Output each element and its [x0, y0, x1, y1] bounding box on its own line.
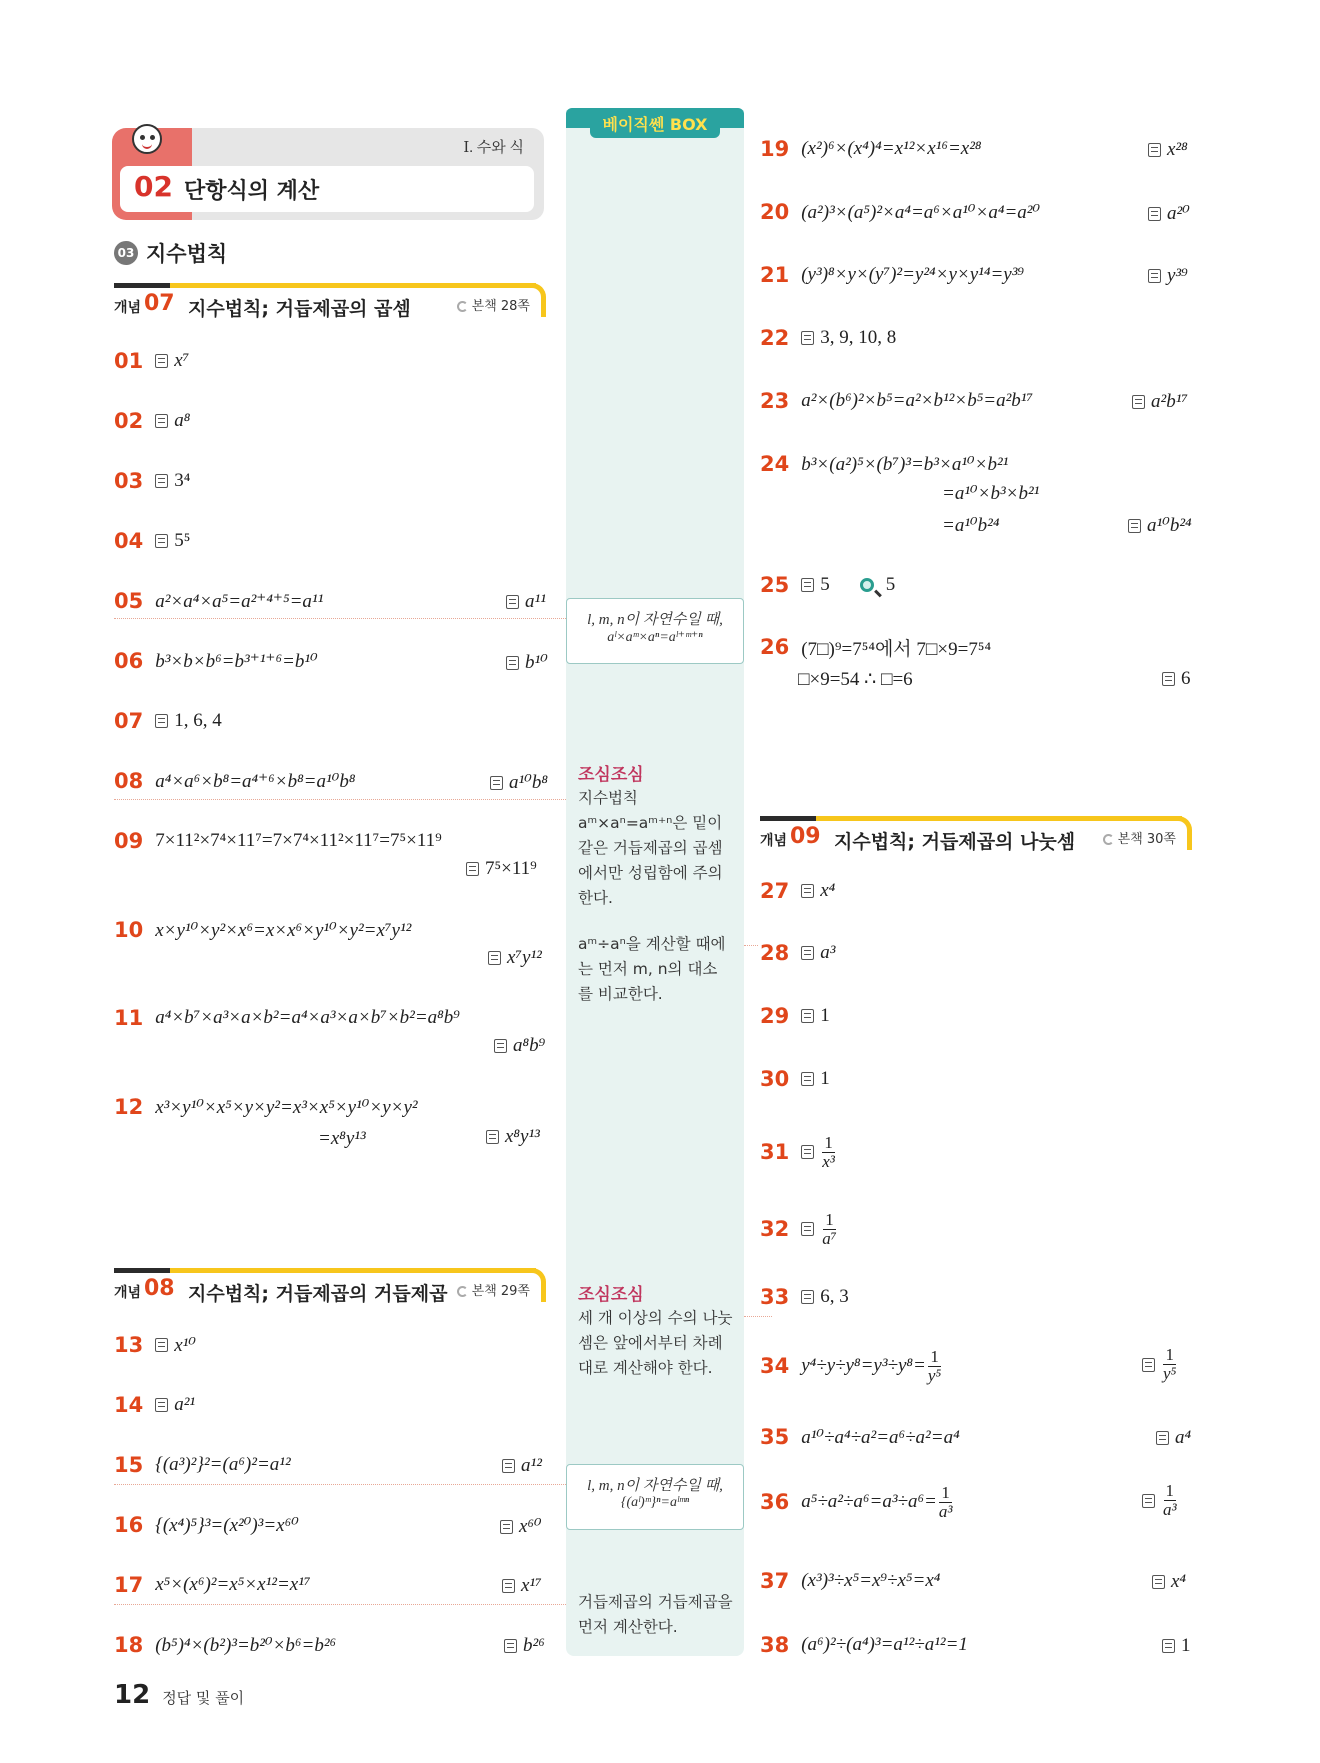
section-badge: 03: [114, 241, 138, 265]
division-note: aᵐ÷aⁿ을 계산할 때에 는 먼저 m, n의 대소 를 비교한다.: [578, 935, 726, 1003]
concept-08-bar: 개념 08 지수법칙; 거듭제곱의 거듭제곱 본책 29쪽: [114, 1268, 546, 1306]
problem-05: 05 a²×a⁴×a⁵=a²⁺⁴⁺⁵=a¹¹: [114, 589, 324, 613]
concept-07-bar: 개념 07 지수법칙; 거듭제곱의 곱셈 본책 28쪽: [114, 283, 546, 321]
connector-line: [114, 1604, 566, 1605]
problem-15: 15 {(a³)²}²=(a⁶)²=a¹²: [114, 1453, 291, 1477]
problem-34: 34 y⁴÷y÷y⁸=y³÷y⁸= $\frac{1}{\text{y⁵}}$: [760, 1346, 942, 1385]
problem-17: 17 x⁵×(x⁶)²=x⁵×x¹²=x¹⁷: [114, 1573, 311, 1597]
problem-11: 11 a⁴×b⁷×a³×a×b²=a⁴×a³×a×b⁷×b²=a⁸b⁹: [114, 1006, 460, 1030]
refresh-icon: [457, 301, 468, 312]
answer-icon: [1148, 269, 1161, 283]
answer-icon: [506, 595, 519, 609]
answer-23: a²b¹⁷: [1132, 391, 1188, 413]
connector-line: [114, 799, 566, 800]
answer-icon: [502, 1459, 515, 1473]
magnifier-icon: [860, 578, 874, 592]
answer-38: 1: [1162, 1635, 1191, 1657]
mascot-icon: [132, 124, 162, 154]
problem-37: 37 (x³)³÷x⁵=x⁹÷x⁵=x⁴: [760, 1569, 941, 1593]
problem-06: 06 b³×b×b⁶=b³⁺¹⁺⁶=b¹⁰: [114, 649, 318, 673]
problem-32: 32 $\frac{1}{\text{a⁷}}$: [760, 1209, 837, 1248]
concept-title: 지수법칙; 거듭제곱의 곱셈: [188, 298, 411, 320]
page-reference[interactable]: 본책 30쪽: [1103, 828, 1176, 847]
problem-21: 21 (y³)⁸×y×(y⁷)²=y²⁴×y×y¹⁴=y³⁹: [760, 263, 1025, 287]
section-heading: [114, 238, 227, 268]
problem-36: 36 a⁵÷a²÷a⁶=a³÷a⁶= $\frac{1}{\text{a³}}$: [760, 1482, 953, 1521]
answer-26: 6: [1162, 668, 1191, 690]
answer-icon: [155, 1338, 168, 1352]
answer-06: b¹⁰: [506, 651, 548, 674]
caution-text-2: 세 개 이상의 수의 나눗 셈은 앞에서부터 차례 대로 계산해야 한다.: [578, 1309, 733, 1377]
answer-icon: [155, 1398, 168, 1412]
answer-21: y³⁹: [1148, 265, 1188, 287]
answer-18: b²⁶: [504, 1635, 545, 1657]
answer-icon: [801, 1290, 814, 1304]
answer-37: x⁴: [1152, 1571, 1186, 1593]
answer-15: a¹²: [502, 1455, 542, 1477]
power-note: 거듭제곱의 거듭제곱을 먼저 계산한다.: [578, 1593, 733, 1636]
answer-17: x¹⁷: [502, 1575, 542, 1597]
concept-title: 지수법칙; 거듭제곱의 나눗셈: [834, 831, 1076, 853]
unit-header: [112, 128, 544, 220]
answer-icon: [502, 1579, 515, 1593]
problem-26-line2: □×9=54 ∴ □=6: [798, 669, 913, 690]
answer-20: a²⁰: [1148, 202, 1190, 225]
answer-05: a¹¹: [506, 591, 546, 613]
problem-12-line2: =x⁸y¹³: [318, 1128, 366, 1149]
problem-07: 07 1, 6, 4: [114, 709, 222, 733]
answer-icon: [506, 656, 519, 670]
problem-38: 38 (a⁶)²÷(a⁴)³=a¹²÷a¹²=1: [760, 1633, 968, 1657]
caution-text-1: 지수법칙 aᵐ×aⁿ=aᵐ⁺ⁿ은 밑이 같은 거듭제곱의 곱셈 에서만 성립함에 주의 한다.: [578, 789, 723, 907]
chapter-label: Ⅰ. 수와 식: [463, 140, 524, 156]
answer-icon: [1128, 519, 1141, 533]
section-title: 지수법칙: [146, 242, 228, 266]
connector-line: [744, 1316, 772, 1317]
answer-icon: [155, 354, 168, 368]
problem-19: 19 (x²)⁶×(x⁴)⁴=x¹²×x¹⁶=x²⁸: [760, 137, 982, 161]
problem-14: 14 a²¹: [114, 1393, 196, 1417]
answer-icon: [488, 951, 501, 965]
answer-08: a¹⁰b⁸: [490, 771, 548, 794]
answer-24: a¹⁰b²⁴: [1128, 514, 1192, 537]
problem-28: 28 a³: [760, 941, 836, 965]
unit-title: 단항식의 계산: [184, 179, 320, 204]
page-number: 12: [114, 1680, 151, 1710]
answer-icon: [1162, 672, 1175, 686]
answer-icon: [494, 1039, 507, 1053]
answer-10: x⁷y¹²: [488, 947, 542, 969]
concept-title: 지수법칙; 거듭제곱의 거듭제곱: [188, 1283, 448, 1305]
answer-icon: [490, 776, 503, 790]
caution-title-1: 조심조심: [578, 765, 644, 785]
answer-16: x⁶⁰: [500, 1515, 542, 1538]
problem-24: 24 b³×(a²)⁵×(b⁷)³=b³×a¹⁰×b²¹: [760, 452, 1009, 476]
answer-icon: [1152, 1575, 1165, 1589]
concept-09-bar: 개념 09 지수법칙; 거듭제곱의 나눗셈 본책 30쪽: [760, 816, 1192, 854]
answer-icon: [504, 1639, 517, 1653]
basic-box-tab: 베이직쎈 BOX: [566, 108, 744, 138]
problem-18: 18 (b⁵)⁴×(b²)³=b²⁰×b⁶=b²⁶: [114, 1633, 337, 1657]
answer-12: x⁸y¹³: [486, 1126, 540, 1148]
answer-icon: [155, 714, 168, 728]
answer-icon: [1156, 1431, 1169, 1445]
problem-24-line2: =a¹⁰×b³×b²¹: [942, 483, 1040, 504]
problem-02: 02 a⁸: [114, 409, 191, 433]
page-reference[interactable]: 본책 28쪽: [457, 295, 530, 314]
problem-08: 08 a⁴×a⁶×b⁸=a⁴⁺⁶×b⁸=a¹⁰b⁸: [114, 769, 356, 793]
problem-33: 33 6, 3: [760, 1285, 849, 1309]
answer-icon: [801, 578, 814, 592]
law-box-power: l, m, n이 자연수일 때, {(aˡ)ᵐ}ⁿ=aˡᵐⁿ: [566, 1464, 744, 1530]
answer-icon: [801, 884, 814, 898]
problem-12: 12 x³×y¹⁰×x⁵×y×y²=x³×x⁵×y¹⁰×y×y²: [114, 1095, 418, 1119]
problem-31: 31 $\frac{1}{\text{x³}}$: [760, 1132, 835, 1171]
problem-10: 10 x×y¹⁰×y²×x⁶=x×x⁶×y¹⁰×y²=x⁷y¹²: [114, 918, 412, 942]
page-footer: [114, 1680, 244, 1710]
refresh-icon: [457, 1286, 468, 1297]
problem-29: 29 1: [760, 1004, 830, 1028]
answer-icon: [1148, 143, 1161, 157]
answer-36: $\frac{1}{\text{a³}}$: [1142, 1482, 1179, 1519]
answer-icon: [155, 474, 168, 488]
problem-24-line3: =a¹⁰b²⁴: [942, 515, 1000, 536]
connector-line: [744, 945, 758, 946]
answer-19: x²⁸: [1148, 139, 1188, 161]
problem-13: 13 x¹⁰: [114, 1333, 196, 1357]
problem-01: 01 x⁷: [114, 349, 190, 373]
answer-icon: [801, 946, 814, 960]
problem-22: 22 3, 9, 10, 8: [760, 326, 897, 350]
unit-number: 02: [134, 170, 173, 203]
refresh-icon: [1103, 834, 1114, 845]
answer-34: $\frac{1}{\text{y⁵}}$: [1142, 1346, 1178, 1383]
problem-25: 25 5 5: [760, 573, 896, 597]
answer-icon: [801, 1145, 814, 1159]
problem-04: 04 5⁵: [114, 529, 191, 553]
answer-icon: [1142, 1494, 1155, 1508]
problem-20: 20 (a²)³×(a⁵)²×a⁴=a⁶×a¹⁰×a⁴=a²⁰: [760, 200, 1041, 224]
answer-icon: [1162, 1639, 1175, 1653]
answer-icon: [155, 534, 168, 548]
caution-title-2: 조심조심: [578, 1285, 644, 1305]
answer-icon: [801, 1009, 814, 1023]
answer-icon: [1142, 1358, 1155, 1372]
answer-icon: [500, 1520, 513, 1534]
answer-09: 7⁵×11⁹: [466, 858, 537, 880]
answer-35: a⁴: [1156, 1427, 1191, 1449]
problem-16: 16 {(x⁴)⁵}³=(x²⁰)³=x⁶⁰: [114, 1513, 299, 1537]
answer-icon: [801, 331, 814, 345]
connector-line: [114, 1484, 566, 1485]
answer-11: a⁸b⁹: [494, 1035, 545, 1057]
page-reference[interactable]: 본책 29쪽: [457, 1280, 530, 1299]
answer-icon: [1132, 395, 1145, 409]
problem-26: 26 (7□)⁹=7⁵⁴에서 7□×9=7⁵⁴: [760, 635, 992, 660]
footer-label: 정답 및 풀이: [162, 1689, 245, 1707]
law-box-multiplication: l, m, n이 자연수일 때, aˡ×aᵐ×aⁿ=aˡ⁺ᵐ⁺ⁿ: [566, 598, 744, 664]
answer-icon: [801, 1072, 814, 1086]
answer-icon: [466, 862, 479, 876]
problem-09: 09 7×11²×7⁴×11⁷=7×7⁴×11²×11⁷=7⁵×11⁹: [114, 829, 442, 853]
connector-line: [114, 618, 566, 619]
problem-03: 03 3⁴: [114, 469, 191, 493]
problem-35: 35 a¹⁰÷a⁴÷a²=a⁶÷a²=a⁴: [760, 1425, 960, 1449]
answer-icon: [801, 1222, 814, 1236]
problem-27: 27 x⁴: [760, 879, 836, 903]
problem-23: 23 a²×(b⁶)²×b⁵=a²×b¹²×b⁵=a²b¹⁷: [760, 389, 1034, 413]
answer-icon: [486, 1130, 499, 1144]
problem-30: 30 1: [760, 1067, 830, 1091]
answer-icon: [1148, 207, 1161, 221]
answer-icon: [155, 414, 168, 428]
